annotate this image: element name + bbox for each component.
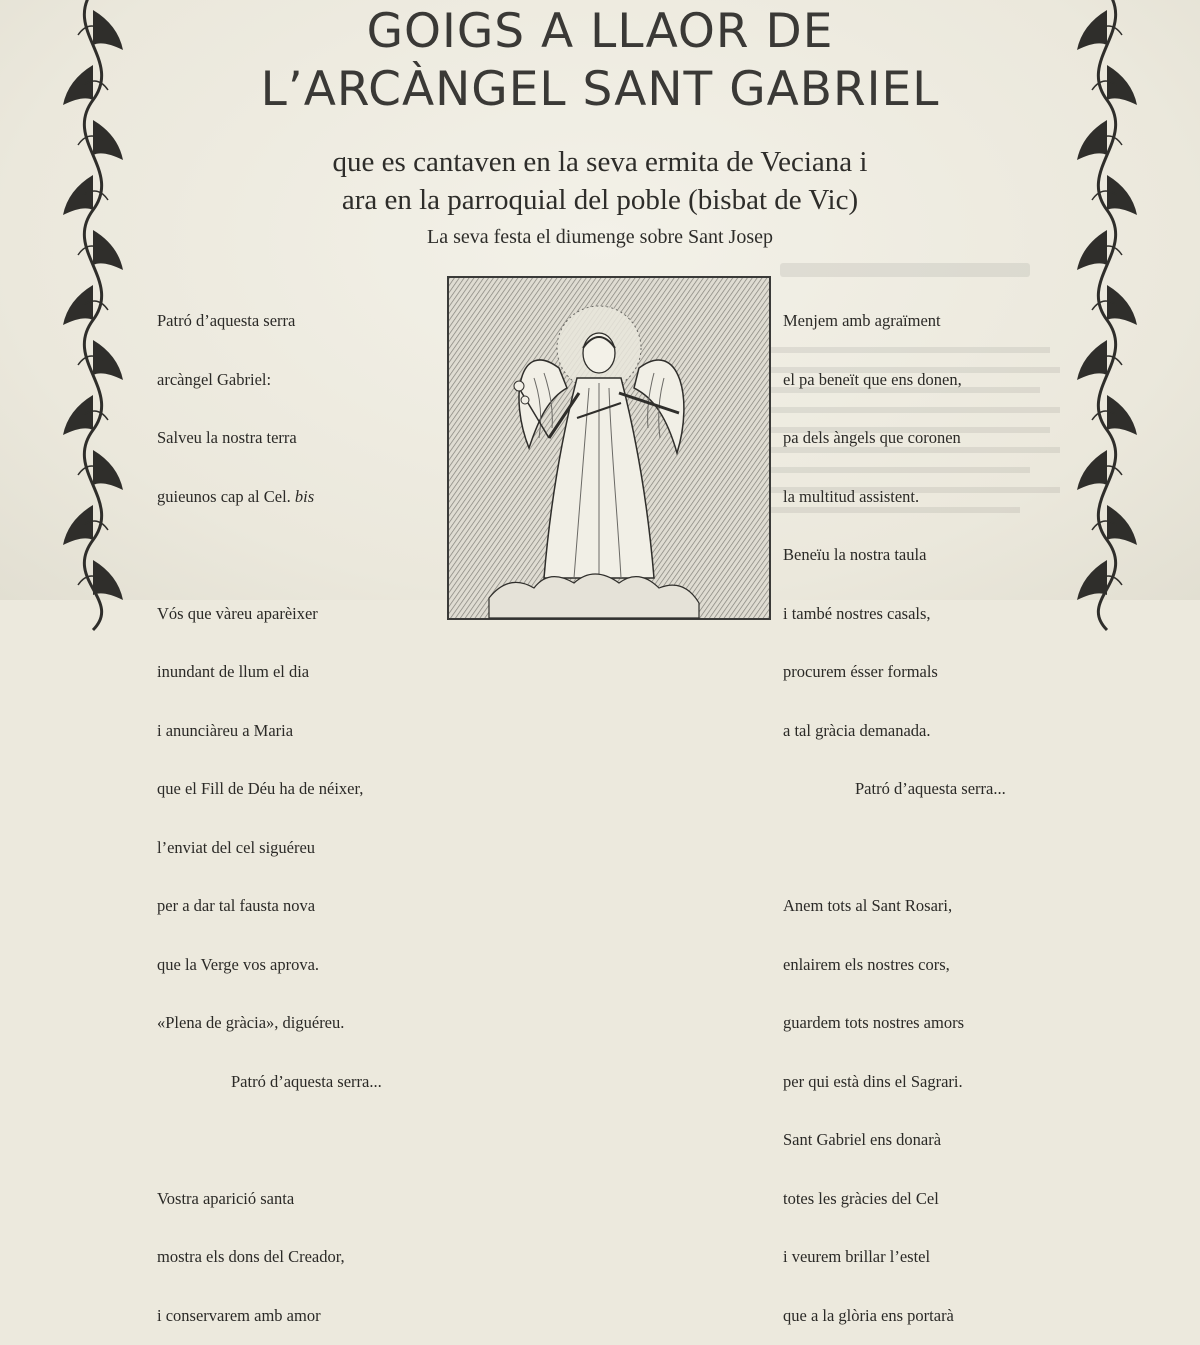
verse-line: que el Fill de Déu ha de néixer, — [157, 779, 364, 798]
verse-line: Sant Gabriel ens donarà — [783, 1130, 942, 1149]
subtitle-line1: que es cantaven en la seva ermita de Veciana i — [332, 146, 868, 178]
verse-line: que a la glòria ens portarà — [783, 1305, 954, 1325]
verse-line: arcàngel Gabriel: — [157, 369, 272, 389]
verse-line: a tal gràcia demanada. — [783, 720, 931, 740]
refrain-line: Patró d’aquesta serra... — [855, 779, 1006, 798]
verse-line: Anem tots al Sant Rosari, — [783, 896, 953, 915]
verse-line: que la Verge vos aprova. — [157, 954, 320, 974]
verse-line: Patró d’aquesta serra — [157, 311, 296, 330]
verse-line: per qui està dins el Sagrari. — [783, 1071, 963, 1091]
verse-line: l’enviat del cel siguéreu — [157, 837, 316, 857]
verse-line: el pa beneït que ens donen, — [783, 369, 962, 389]
page-title-line1: GOIGS A LLAOR DE — [366, 4, 834, 59]
verse-line: inundant de llum el dia — [157, 662, 310, 681]
verse-line: Salveu la nostra terra — [157, 428, 297, 447]
verse-line: i anunciàreu a Maria — [157, 720, 294, 740]
verse-line: guardem tots nostres amors — [783, 1013, 965, 1032]
verse-line: per a dar tal fausta nova — [157, 896, 316, 915]
verse-line: mostra els dons del Creador, — [157, 1247, 345, 1266]
bis-marker: bis — [294, 486, 315, 506]
verse-line: Vostra aparició santa — [157, 1188, 295, 1208]
subtitle-line2: ara en la parroquial del poble (bisbat de Vic) — [341, 184, 859, 216]
verse-line: i també nostres casals, — [783, 603, 931, 623]
feast-day-note: La seva festa el diumenge sobre Sant Josep — [426, 226, 773, 248]
verse-text: guieunos cap al Cel. — [157, 486, 291, 506]
verse-line: la multitud assistent. — [783, 486, 920, 506]
verse-line: pa dels àngels que coronen — [783, 428, 961, 447]
verse-line: i conservarem amb amor — [157, 1305, 321, 1325]
left-verses — [157, 272, 382, 1345]
verse-line — [157, 487, 382, 507]
verse-line: totes les gràcies del Cel — [783, 1188, 939, 1208]
stanza-gap — [157, 545, 382, 565]
page-title-line2: L’ARCÀNGEL SANT GABRIEL — [260, 62, 940, 117]
archangel-engraving — [447, 276, 771, 620]
verse-line: Vós que vàreu aparèixer — [157, 603, 318, 623]
verse-line: i veurem brillar l’estel — [783, 1247, 931, 1266]
verse-line: procurem ésser formals — [783, 662, 938, 681]
verse-line: enlairem els nostres cors, — [783, 954, 950, 974]
verse-line: «Plena de gràcia», diguéreu. — [157, 1013, 345, 1032]
verse-line: Menjem amb agraïment — [783, 311, 941, 330]
verse-line: Beneïu la nostra taula — [783, 545, 927, 564]
stanza-gap — [783, 838, 1006, 858]
right-verses — [783, 272, 1006, 1345]
stanza-gap — [157, 1130, 382, 1150]
refrain-line: Patró d’aquesta serra... — [231, 1071, 382, 1091]
